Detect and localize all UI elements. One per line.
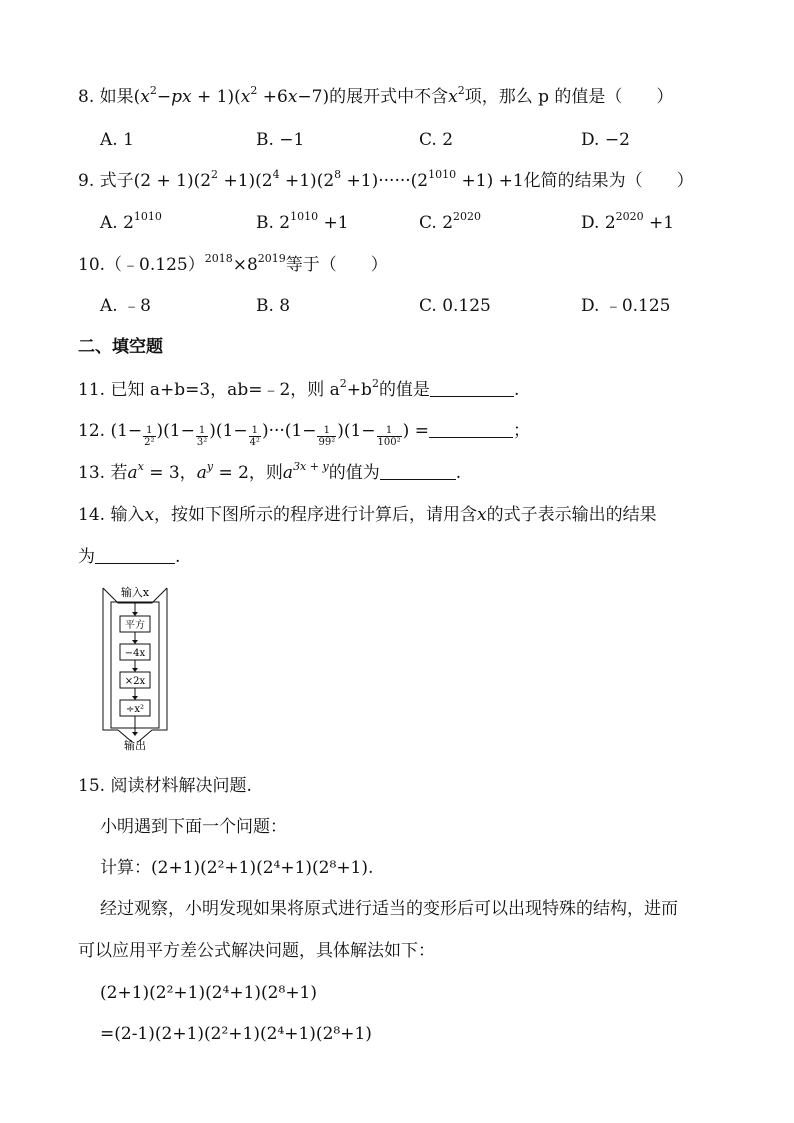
flowchart-input-label: 输入x [120,586,150,599]
q15-line-2: 计算：(2+1)(2²+1)(2⁴+1)(2⁸+1). [100,858,374,878]
q13-answer-blank[interactable] [380,463,456,480]
q9-stem: 9. 式子$(2 + 1)(2^2 +1)(2^4 +1)(2^8 +1)\cdot\cdot\cdot\cdot\cdot\cdot(2^{1010} +1) +1$化简的结果为（ ） [78,168,694,191]
flowchart-step-4-label: ÷x² [125,704,145,715]
q11-number: 11. [78,380,106,400]
q12-fraction-3: $\frac{1}{\text{4²}}$ [249,425,260,448]
q12-fraction-1: $\frac{1}{\text{2²}}$ [144,425,155,448]
q14-number: 14. [78,505,106,525]
q14-stem-line2: 为 . [78,547,181,567]
q14-stem: 14. 输入x，按如下图所示的程序进行计算后，请用含x的式子表示输出的结果 [78,505,657,525]
arrow-down-icon [132,668,138,672]
q12-stem: 12. (1− $\frac{1}{\text{2²}}$ )(1− $\frac{1}{\text{3²}}$ )(1− $\frac{1}{\text{4²}}$ )···(1− $\frac{1}{\text{99²}}$ )(1− $\frac{1}{\text{100²}}$ ) = ； [78,421,530,448]
q10-option-d[interactable]: D. ﹣0.125 [581,296,671,316]
q12-fraction-5: $\frac{1}{\text{100²}}$ [377,425,401,448]
q12-fraction-2: $\frac{1}{\text{3²}}$ [196,425,208,448]
section-heading-fill-blank: 二、填空题 [78,337,163,357]
q10-stem: $10.(﹣0.125)^{2018}\times 8^{2019}$等于（ ） [78,252,388,275]
arrow-down-icon [132,696,138,700]
flowchart-step-2-label: −4x [124,648,146,659]
q11-stem: 11. 已知 a+b=3，ab=﹣2，则 $a^2+b^2$的值是 . [78,377,520,400]
q10-option-a[interactable]: A. ﹣8 [100,296,151,316]
flowchart-output-label: 输出 [124,739,146,752]
q14-flowchart [100,582,170,754]
q15-line-1: 小明遇到下面一个问题： [100,817,287,837]
q15-line-3: 经过观察，小明发现如果将原式进行适当的变形后可以出现特殊的结构，进而 [100,899,678,919]
q9-option-b[interactable]: B. $2^{1010} +1$ [256,210,349,233]
q8-option-d[interactable]: D. −2 [581,130,630,150]
q12-fraction-4: $\frac{1}{\text{99²}}$ [318,425,336,448]
q15-line-6: =(2-1)(2+1)(2²+1)(2⁴+1)(2⁸+1) [100,1024,372,1044]
q13-stem: 13. 若$a^x = 3$，$a^y = 2$，则$a^{3x + y}$的值为 . [78,460,462,483]
arrow-down-icon [132,612,138,616]
q9-option-c[interactable]: C. $2^{2020}$ [419,210,482,233]
flowchart-step-3-label: ×2x [124,676,146,687]
q8-option-b[interactable]: B. −1 [256,130,305,150]
q15-number: 15. [78,776,106,796]
q13-number: 13. [78,463,106,483]
arrow-down-icon [132,640,138,644]
q15-line-4: 可以应用平方差公式解决问题，具体解法如下： [78,941,435,961]
flowchart-right-bracket [138,588,167,742]
q8-option-c[interactable]: C. 2 [419,130,454,150]
arrow-down-icon [132,732,138,736]
q9-option-d[interactable]: D. $2^{2020} +1$ [581,210,675,233]
q10-option-c[interactable]: C. 0.125 [419,296,491,316]
q12-answer-blank[interactable] [429,421,513,438]
q15-title: 15. 阅读材料解决问题. [78,776,252,796]
q15-line-5: (2+1)(2²+1)(2⁴+1)(2⁸+1) [100,983,318,1003]
q8-number: 8. [78,87,95,107]
q8-stem: 8. 如果$(x^2-px + 1)(x^2 +6x-7)$的展开式中不含$x^2$项，那么 p 的值是（ ） [78,84,674,107]
q8-option-a[interactable]: A. 1 [100,130,134,150]
q9-number: 9. [78,171,95,191]
q12-number: 12. [78,421,106,441]
flowchart-left-bracket [103,588,132,742]
q11-answer-blank[interactable] [430,380,514,397]
q9-option-a[interactable]: A. $2^{1010}$ [100,210,162,233]
q14-answer-blank[interactable] [95,547,175,564]
flowchart-step-1-label: 平方 [125,620,145,631]
q10-option-b[interactable]: B. 8 [256,296,291,316]
q10-number: 10. [78,255,106,275]
